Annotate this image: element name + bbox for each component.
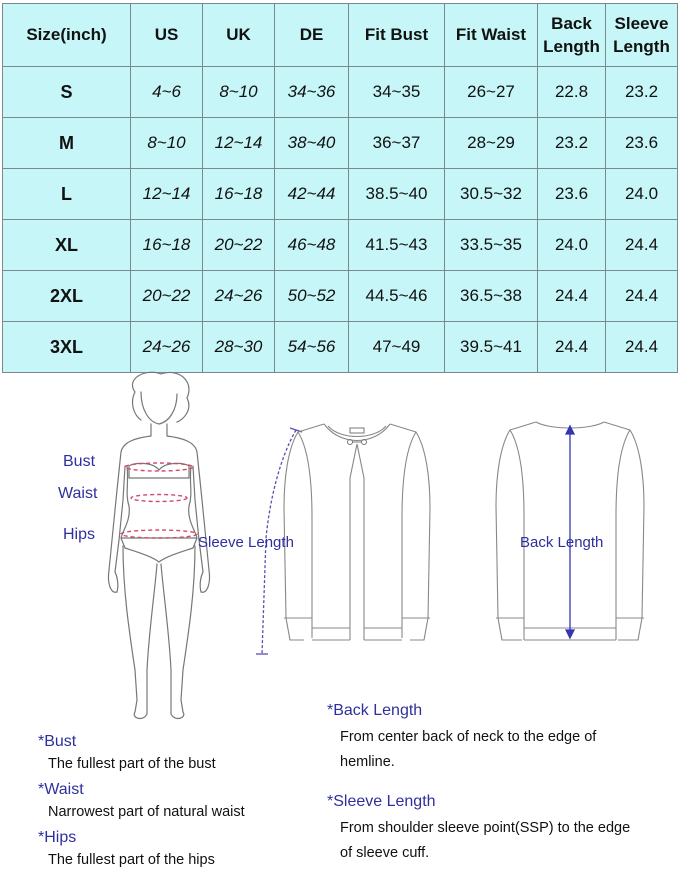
note-hips-title: *Hips xyxy=(38,829,77,846)
cell-back-length: 23.2 xyxy=(538,118,606,169)
cell-uk: 8~10 xyxy=(203,67,275,118)
table-header-row xyxy=(3,4,678,67)
cell-de: 38~40 xyxy=(275,118,349,169)
cell-size: M xyxy=(3,118,131,169)
cell-uk: 20~22 xyxy=(203,220,275,271)
cell-fit-waist: 26~27 xyxy=(445,67,538,118)
header-sleeve-line1: Sleeve xyxy=(614,14,669,33)
header-sleeve-length xyxy=(606,4,678,67)
figure-label-waist: Waist xyxy=(58,485,98,502)
figure-label-sleeve-length: Sleeve Length xyxy=(198,534,294,551)
header-us: US xyxy=(131,4,203,67)
cell-fit-waist: 36.5~38 xyxy=(445,271,538,322)
note-sleeve-length-text-1: From shoulder sleeve point(SSP) to the edge xyxy=(340,820,631,836)
cell-de: 50~52 xyxy=(275,271,349,322)
note-hips-text: The fullest part of the hips xyxy=(48,852,215,868)
cell-us: 16~18 xyxy=(131,220,203,271)
cell-size: S xyxy=(3,67,131,118)
table-row xyxy=(3,118,678,169)
cell-fit-waist: 30.5~32 xyxy=(445,169,538,220)
header-size: Size(inch) xyxy=(3,4,131,67)
cell-uk: 24~26 xyxy=(203,271,275,322)
cell-fit-bust: 38.5~40 xyxy=(349,169,445,220)
note-sleeve-length-text-2: of sleeve cuff. xyxy=(340,845,430,861)
header-fit-bust: Fit Bust xyxy=(349,4,445,67)
note-bust-title: *Bust xyxy=(38,733,77,750)
cell-us: 8~10 xyxy=(131,118,203,169)
table-row xyxy=(3,322,678,373)
header-sleeve-line2: Length xyxy=(613,37,670,56)
cell-size: L xyxy=(3,169,131,220)
cell-sleeve-length: 24.0 xyxy=(606,169,678,220)
cell-sleeve-length: 23.2 xyxy=(606,67,678,118)
cell-sleeve-length: 23.6 xyxy=(606,118,678,169)
cell-back-length: 24.4 xyxy=(538,271,606,322)
header-back-length xyxy=(538,4,606,67)
header-fit-waist: Fit Waist xyxy=(445,4,538,67)
figure-label-back-length: Back Length xyxy=(520,534,604,551)
cell-fit-waist: 28~29 xyxy=(445,118,538,169)
cell-us: 24~26 xyxy=(131,322,203,373)
cell-us: 12~14 xyxy=(131,169,203,220)
cell-sleeve-length: 24.4 xyxy=(606,271,678,322)
cell-us: 20~22 xyxy=(131,271,203,322)
figure-label-hips: Hips xyxy=(63,526,96,543)
cell-fit-waist: 39.5~41 xyxy=(445,322,538,373)
cell-de: 34~36 xyxy=(275,67,349,118)
note-waist-text: Narrowest part of natural waist xyxy=(48,804,245,820)
cell-uk: 16~18 xyxy=(203,169,275,220)
note-waist-title: *Waist xyxy=(38,781,84,798)
cell-size: XL xyxy=(3,220,131,271)
cell-size: 3XL xyxy=(3,322,131,373)
cell-fit-bust: 34~35 xyxy=(349,67,445,118)
header-uk: UK xyxy=(203,4,275,67)
cell-de: 42~44 xyxy=(275,169,349,220)
cell-uk: 12~14 xyxy=(203,118,275,169)
human-figure-icon xyxy=(95,370,225,732)
table-row xyxy=(3,271,678,322)
note-back-length-text-2: hemline. xyxy=(340,754,395,770)
header-back-line1: Back xyxy=(551,14,592,33)
cell-fit-waist: 33.5~35 xyxy=(445,220,538,271)
cell-back-length: 22.8 xyxy=(538,67,606,118)
note-sleeve-length-title: *Sleeve Length xyxy=(327,793,436,810)
table-row xyxy=(3,220,678,271)
size-chart-table xyxy=(2,3,678,373)
figure-label-bust: Bust xyxy=(63,453,96,470)
table-row xyxy=(3,169,678,220)
cell-back-length: 23.6 xyxy=(538,169,606,220)
cell-fit-bust: 41.5~43 xyxy=(349,220,445,271)
header-back-line2: Length xyxy=(543,37,600,56)
cell-sleeve-length: 24.4 xyxy=(606,220,678,271)
cell-fit-bust: 47~49 xyxy=(349,322,445,373)
note-back-length-title: *Back Length xyxy=(327,702,423,719)
header-de: DE xyxy=(275,4,349,67)
cell-de: 54~56 xyxy=(275,322,349,373)
note-bust-text: The fullest part of the bust xyxy=(48,756,216,772)
table-row xyxy=(3,67,678,118)
cell-fit-bust: 36~37 xyxy=(349,118,445,169)
note-back-length-text-1: From center back of neck to the edge of xyxy=(340,729,597,745)
cell-de: 46~48 xyxy=(275,220,349,271)
cell-back-length: 24.4 xyxy=(538,322,606,373)
cell-size: 2XL xyxy=(3,271,131,322)
cell-back-length: 24.0 xyxy=(538,220,606,271)
cell-uk: 28~30 xyxy=(203,322,275,373)
cell-fit-bust: 44.5~46 xyxy=(349,271,445,322)
cell-sleeve-length: 24.4 xyxy=(606,322,678,373)
cell-us: 4~6 xyxy=(131,67,203,118)
